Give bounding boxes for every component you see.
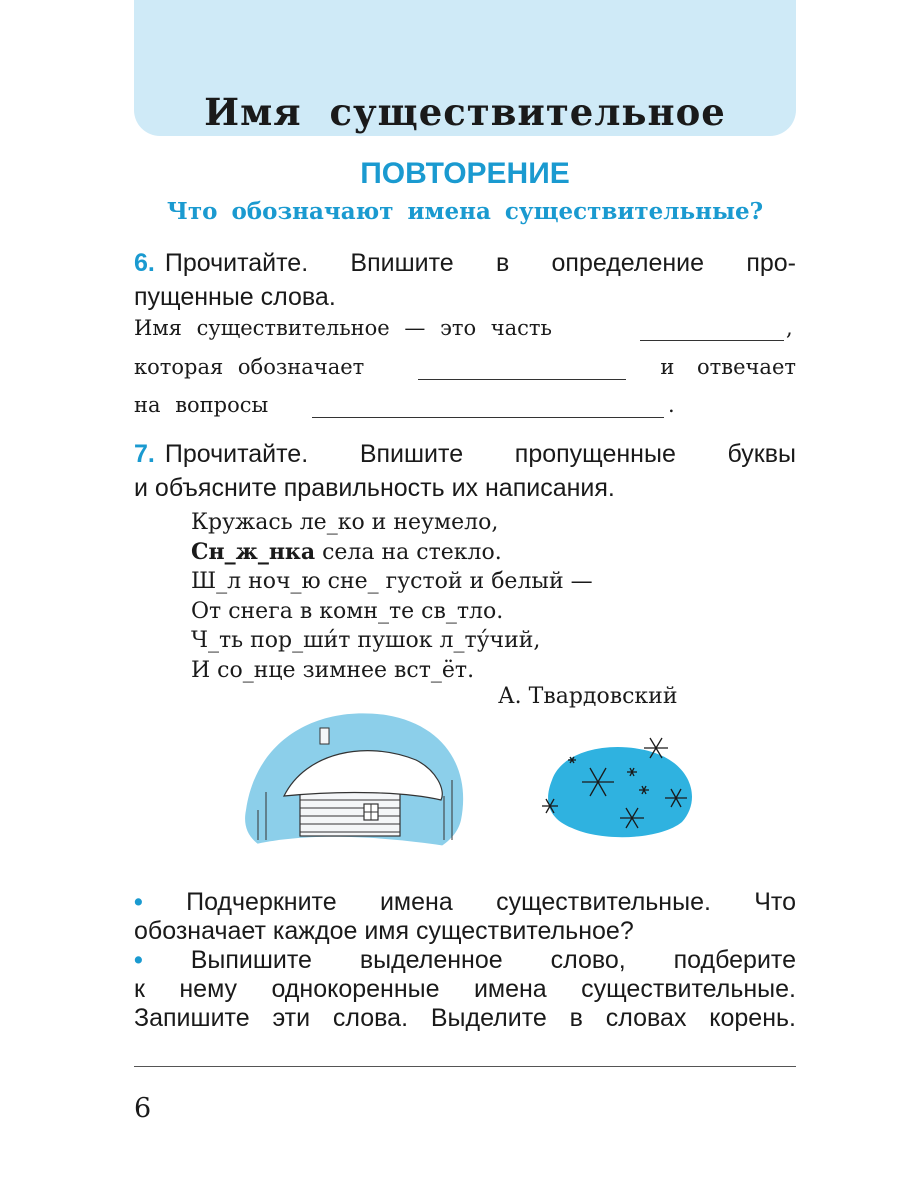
highlighted-word: Сн_ж_нка — [191, 538, 316, 565]
definition-text: которая обозначает — [134, 355, 365, 379]
bullet-icon: • — [134, 946, 143, 974]
instruction-text: и объясните правильность их написания. — [134, 474, 615, 502]
exercise-number: 6. — [134, 249, 155, 277]
section-question: Что обозначают имена существительные? — [166, 198, 764, 225]
instruction-text: Прочитайте. Впишите пропущенные буквы — [164, 440, 796, 468]
exercise-7-instruction — [134, 437, 796, 505]
task-text: обозначает каждое имя существительное? — [134, 917, 634, 945]
definition-line — [134, 355, 796, 389]
snowy-house-icon — [236, 700, 476, 880]
bullet-icon: • — [134, 888, 143, 916]
definition-line — [134, 393, 796, 427]
poem — [191, 508, 593, 685]
task-2 — [134, 946, 796, 1033]
section-heading: ПОВТОРЕНИЕ — [360, 157, 570, 190]
exercise-6-instruction — [134, 246, 796, 314]
poem-line: И со_нце зимнее вст_ёт. — [191, 657, 475, 683]
definition-line — [134, 316, 796, 350]
footer-rule — [134, 1066, 796, 1067]
poem-line: Ч_ть пор_ши́т пушок л_ту́чий, — [191, 628, 541, 653]
task-text: Запишите эти слова. Выделите в словах корень. — [134, 1004, 796, 1032]
poem-author: А. Твардовский — [498, 684, 678, 709]
answer-blank[interactable] — [418, 377, 626, 380]
task-1 — [134, 888, 796, 946]
task-text: к нему однокоренные имена существительные. — [134, 975, 796, 1003]
instruction-text: Прочитайте. Впишите в определение про- — [164, 249, 796, 277]
poem-line — [191, 538, 593, 568]
definition-text: и отвечает — [660, 355, 796, 379]
snowflakes-icon — [532, 730, 702, 845]
task-text: Выпишите выделенное слово, подберите — [190, 946, 796, 974]
poem-line: От снега в комн_те св_тло. — [191, 598, 504, 624]
page-number: 6 — [134, 1093, 152, 1124]
poem-text: села на стекло. — [315, 539, 502, 565]
definition-punct: . — [668, 393, 675, 417]
instruction-text: пущенные слова. — [134, 283, 336, 311]
task-text: Подчеркните имена существительные. Что — [186, 888, 797, 916]
chapter-title: Имя существительное — [204, 90, 726, 134]
answer-blank[interactable] — [640, 338, 784, 341]
definition-text: Имя существительное — это часть — [134, 316, 552, 340]
exercise-number: 7. — [134, 440, 155, 468]
definition-text: на вопросы — [134, 393, 269, 417]
poem-line: Ш_л ноч_ю сне_ густой и белый — — [191, 569, 593, 594]
answer-blank[interactable] — [312, 415, 664, 418]
definition-punct: , — [786, 316, 793, 340]
poem-line: Кружась ле_ко и неумело, — [191, 510, 499, 535]
